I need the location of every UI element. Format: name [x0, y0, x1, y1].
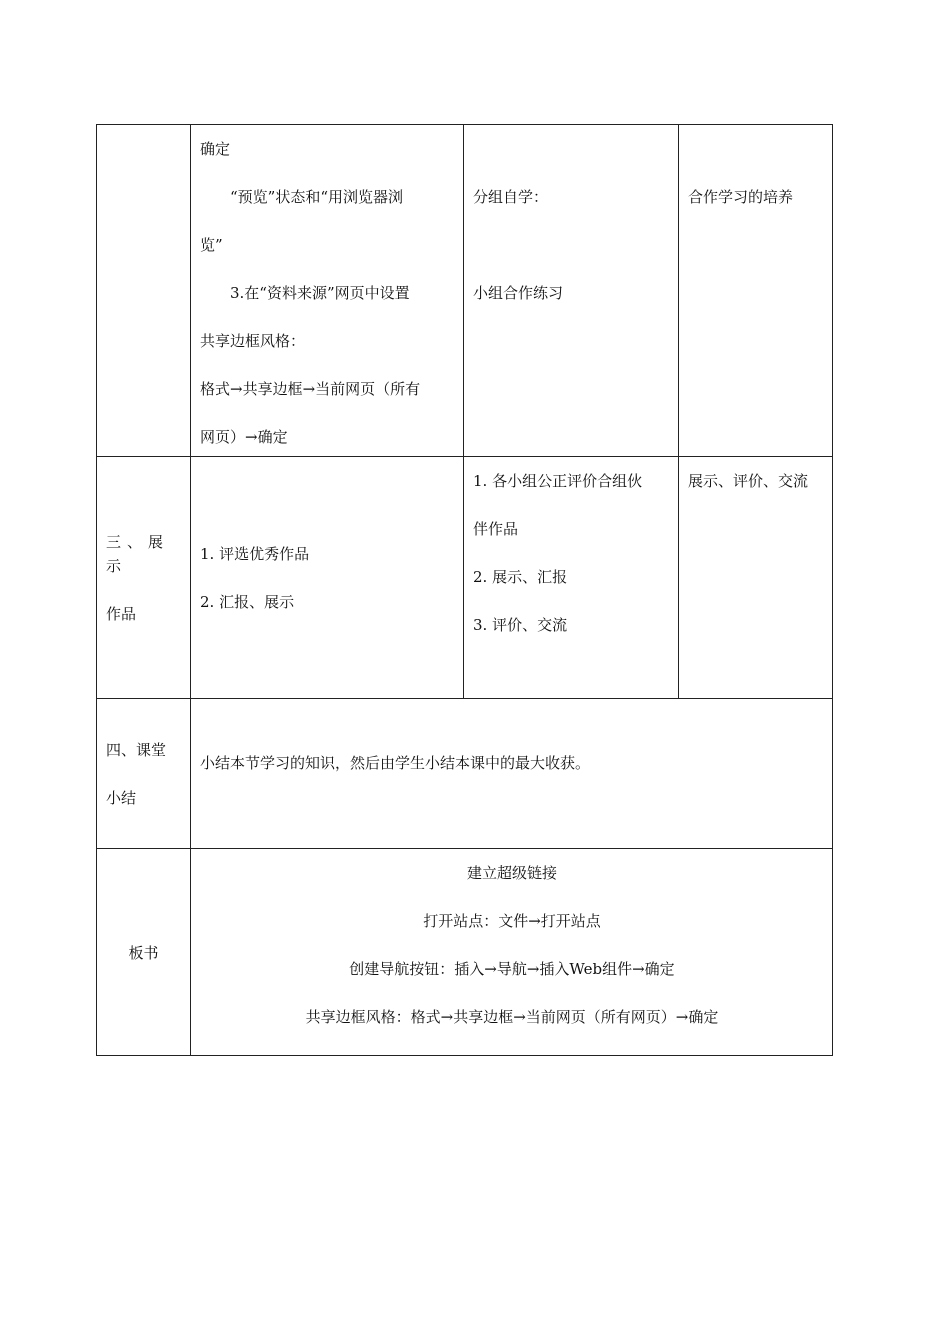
list-item: 3. 评价、交流: [473, 616, 568, 634]
table-row: [97, 699, 833, 849]
teacher-activity-cell: [191, 457, 464, 699]
intent-cell: [679, 125, 833, 457]
summary-text: 小结本节学习的知识，然后由学生小结本课中的最大收获。: [200, 754, 591, 772]
intent-cell: [679, 457, 833, 699]
text-line: 合作学习的培养: [688, 188, 794, 206]
list-item: 伴作品: [473, 520, 519, 538]
list-item: 1. 各小组公正评价合组伙: [473, 472, 643, 490]
text-line: 共享边框风格：: [200, 332, 306, 350]
list-item: 2. 汇报、展示: [200, 592, 295, 611]
student-activity-cell: [464, 457, 679, 699]
stage-cell: [97, 125, 191, 457]
text-line: 分组自学：: [473, 188, 549, 206]
stage-title: 小结: [106, 788, 137, 807]
stage-cell: [97, 849, 191, 1056]
text-line: 小组合作练习: [473, 284, 564, 302]
stage-cell: [97, 699, 191, 849]
board-line: 打开站点：文件→打开站点: [423, 912, 601, 930]
board-line: 共享边框风格：格式→共享边框→当前网页（所有网页）→确定: [305, 1008, 719, 1026]
table-row: [97, 457, 833, 699]
text-line: 网页）→确定: [200, 428, 288, 446]
text-line: 确定: [200, 140, 231, 158]
stage-title: 作品: [106, 604, 137, 623]
stage-cell: [97, 457, 191, 699]
text-line: “预览”状态和“用浏览器浏: [230, 188, 404, 206]
list-item: 2. 展示、汇报: [473, 568, 568, 586]
list-item: 1. 评选优秀作品: [200, 544, 310, 563]
text-line: 3.在“资料来源”网页中设置: [230, 284, 410, 302]
board-content-cell: [191, 849, 833, 1056]
stage-title: 三、展示: [106, 532, 170, 575]
board-label: 板书: [128, 943, 159, 962]
board-line: 创建导航按钮：插入→导航→插入Web组件→确定: [349, 960, 675, 978]
teacher-activity-cell: [191, 125, 464, 457]
text-line: 览”: [200, 236, 223, 254]
stage-title: 四、课堂: [106, 740, 167, 759]
lesson-plan-table: [96, 124, 833, 1056]
student-activity-cell: [464, 125, 679, 457]
table-row: [97, 125, 833, 457]
board-line: 建立超级链接: [466, 864, 557, 882]
table-row: [97, 849, 833, 1056]
text-line: 展示、评价、交流: [688, 472, 809, 490]
text-line: 格式→共享边框→当前网页（所有: [200, 380, 421, 398]
summary-cell: [191, 699, 833, 849]
